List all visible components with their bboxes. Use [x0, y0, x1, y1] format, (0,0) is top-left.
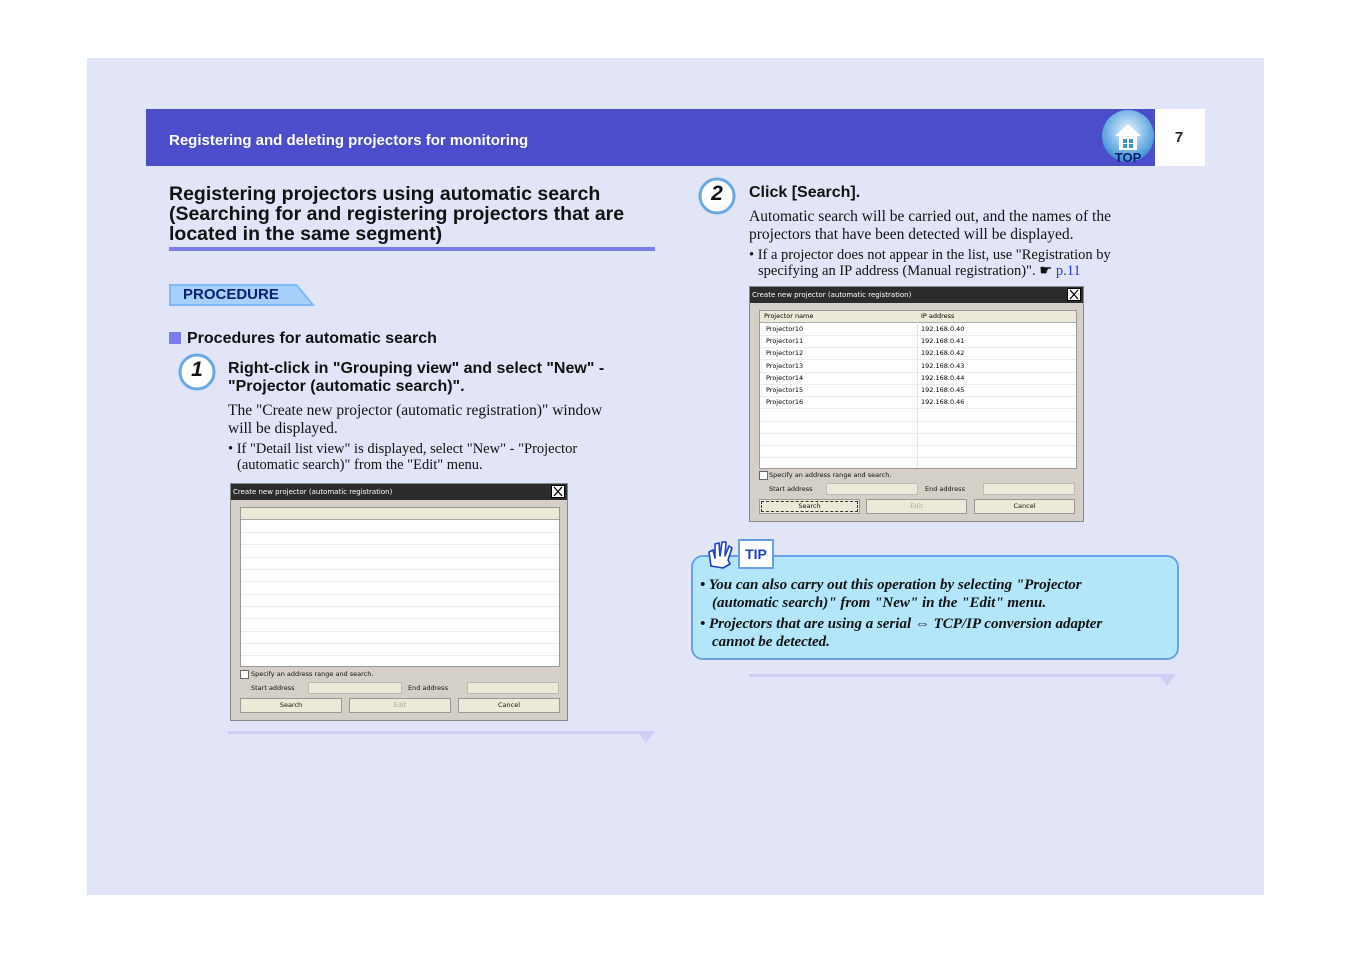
create-projector-dialog-results — [749, 286, 1084, 522]
projector-name: Projector15 — [766, 386, 804, 394]
projector-name: Projector16 — [766, 398, 804, 406]
step-2-badge — [698, 177, 736, 215]
step-1-title-line: Right-click in "Grouping view" and select "New" - — [228, 360, 605, 377]
end-address-field[interactable] — [467, 682, 559, 694]
range-checkbox-label: Specify an address range and search. — [769, 471, 892, 479]
projector-ip: 192.168.0.41 — [921, 337, 965, 345]
projector-ip: 192.168.0.42 — [921, 349, 965, 357]
range-checkbox-label: Specify an address range and search. — [251, 670, 374, 678]
hand-pointing-icon — [703, 538, 737, 570]
section-title-line: Registering projectors using automatic search — [169, 183, 601, 205]
search-button[interactable]: Search — [759, 499, 860, 514]
section-end-rule — [749, 674, 1169, 677]
step-number: 2 — [711, 182, 723, 205]
step-1-body-line: will be displayed. — [228, 420, 338, 437]
step-1-note-line: (automatic search)" from the "Edit" menu. — [237, 457, 483, 473]
tip-item-line: cannot be detected. — [712, 634, 830, 650]
step-2-note-line: • If a projector does not appear in the list, use "Registration by — [749, 247, 1111, 263]
page-number-box — [1155, 109, 1205, 166]
projector-name: Projector12 — [766, 349, 804, 357]
subheading — [169, 330, 437, 348]
end-address-label: End address — [408, 684, 448, 692]
tip-tab — [738, 539, 774, 569]
dialog-title: Create new projector (automatic registration) — [231, 484, 567, 500]
projector-list[interactable] — [759, 310, 1077, 469]
projector-ip: 192.168.0.44 — [921, 374, 965, 382]
list-header — [760, 311, 1076, 323]
section-title-line: (Searching for and registering projectors that are — [169, 203, 625, 225]
step-number: 1 — [191, 358, 203, 381]
table-row[interactable] — [760, 347, 1076, 360]
projector-ip: 192.168.0.40 — [921, 325, 965, 333]
list-row — [241, 532, 559, 545]
step-1-body — [228, 402, 658, 438]
start-address-label: Start address — [769, 485, 813, 493]
start-address-field[interactable] — [826, 483, 918, 495]
procedure-label: PROCEDURE — [183, 286, 279, 303]
top-button[interactable] — [1101, 109, 1157, 166]
create-projector-dialog-empty — [230, 483, 568, 721]
down-arrow-icon — [637, 731, 655, 743]
projector-name: Projector14 — [766, 374, 804, 382]
procedure-tag — [169, 284, 315, 306]
step-2-note — [749, 247, 1169, 279]
step-1-body-line: The "Create new projector (automatic registration)" window — [228, 402, 603, 419]
page-link[interactable]: p.11 — [1055, 263, 1081, 279]
tip-item-line: • Projectors that are using a serial ⇔ TCP/IP conversion adapter — [700, 616, 1103, 632]
section-end-rule — [228, 731, 648, 734]
column-header-name: Projector name — [764, 312, 814, 320]
step-1-note — [228, 441, 658, 473]
step-1-note-line: • If "Detail list view" is displayed, select "New" - "Projector — [228, 441, 578, 457]
end-address-field[interactable] — [983, 483, 1075, 495]
close-icon[interactable] — [551, 485, 565, 498]
list-row — [241, 643, 559, 656]
step-1-title — [228, 360, 648, 396]
edit-button[interactable]: Edit — [349, 698, 451, 713]
tip-item-line: • You can also carry out this operation by selecting "Projector — [700, 577, 1082, 593]
end-address-label: End address — [925, 485, 965, 493]
square-bullet-icon — [169, 332, 181, 344]
header-bar — [146, 109, 1155, 166]
projector-name: Projector10 — [766, 325, 804, 333]
projector-ip: 192.168.0.46 — [921, 398, 965, 406]
start-address-label: Start address — [251, 684, 295, 692]
header-title: Registering and deleting projectors for monitoring — [169, 132, 529, 149]
cancel-button[interactable]: Cancel — [458, 698, 560, 713]
list-header — [241, 508, 559, 520]
tip-item — [700, 576, 1170, 612]
projector-name: Projector13 — [766, 362, 804, 370]
section-title-line: located in the same segment) — [169, 223, 443, 245]
step-2-note-line2 — [749, 263, 1169, 279]
page-number: 7 — [1174, 129, 1184, 146]
edit-button[interactable]: Edit — [866, 499, 967, 514]
down-arrow-icon — [1158, 674, 1176, 686]
cancel-button[interactable]: Cancel — [974, 499, 1075, 514]
step-2-note-text: specifying an IP address (Manual registration)". — [758, 263, 1036, 279]
section-rule — [169, 247, 655, 251]
step-1-title-line: "Projector (automatic search)". — [228, 378, 465, 395]
start-address-field[interactable] — [308, 682, 402, 694]
dialog-title: Create new projector (automatic registration) — [750, 287, 1083, 303]
tip-item — [700, 615, 1170, 651]
close-icon[interactable] — [1067, 288, 1081, 301]
table-row[interactable] — [760, 396, 1076, 409]
tip-label: TIP — [745, 546, 767, 562]
step-2-body — [749, 208, 1169, 244]
range-checkbox[interactable] — [759, 471, 768, 480]
search-button[interactable]: Search — [240, 698, 342, 713]
projector-list[interactable] — [240, 507, 560, 667]
subheading-text: Procedures for automatic search — [187, 330, 437, 347]
range-checkbox[interactable] — [240, 670, 249, 679]
table-row — [760, 445, 1076, 458]
pointing-hand-icon: ☛ — [1039, 263, 1053, 279]
step-2-body-line: projectors that have been detected will be displayed. — [749, 226, 1074, 243]
top-button-label: TOP — [1114, 150, 1142, 165]
step-2-title: Click [Search]. — [749, 184, 861, 201]
section-title — [169, 184, 649, 244]
projector-ip: 192.168.0.45 — [921, 386, 965, 394]
step-2-body-line: Automatic search will be carried out, and the names of the — [749, 208, 1111, 225]
list-row — [241, 569, 559, 582]
list-row — [241, 606, 559, 619]
column-header-ip: IP address — [921, 312, 955, 320]
projector-ip: 192.168.0.43 — [921, 362, 965, 370]
projector-name: Projector11 — [766, 337, 804, 345]
step-1-badge — [178, 353, 216, 391]
tip-item-line: (automatic search)" from "New" in the "Edit" menu. — [712, 595, 1047, 611]
